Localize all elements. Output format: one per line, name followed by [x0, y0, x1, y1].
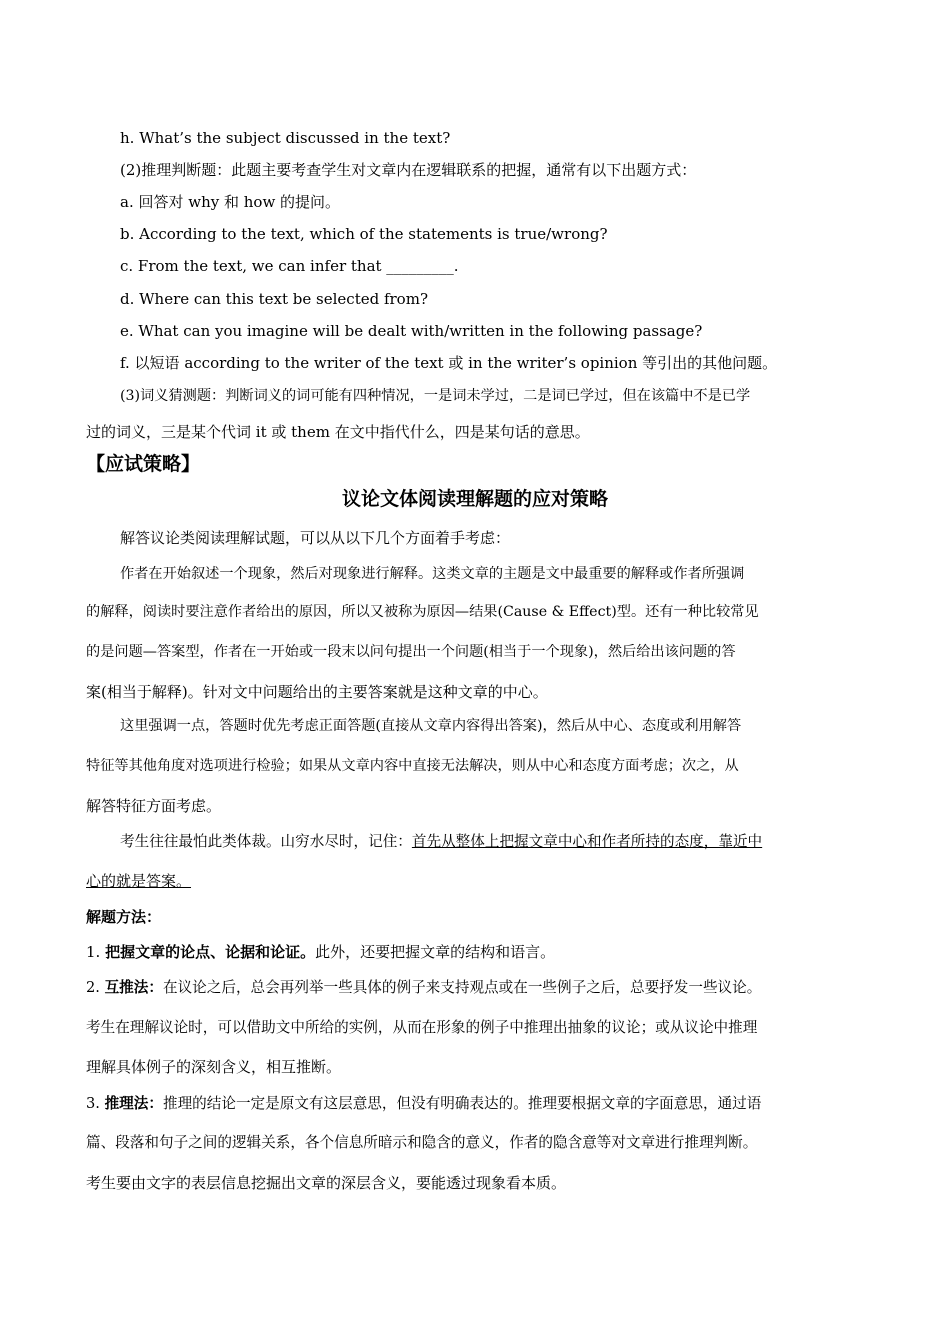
question-c: c. From the text, we can infer that _________. — [120, 257, 459, 275]
para1-line-4: 案(相当于解释)。针对文中问题给出的主要答案就是这种文章的中心。 — [86, 683, 548, 701]
question-e: e. What can you imagine will be dealt with/written in the following passage? — [120, 322, 703, 340]
para3-line-2 — [86, 871, 191, 891]
question-h: h. What’s the subject discussed in the text? — [120, 129, 451, 147]
intro-text: 解答议论类阅读理解试题，可以从以下几个方面着手考虑： — [120, 529, 511, 547]
method3-line-3: 考生要由文字的表层信息挖掘出文章的深层含义，要能透过现象看本质。 — [86, 1174, 567, 1192]
article-title: 议论文体阅读理解题的应对策略 — [341, 488, 608, 510]
para3-lead: 考生往往最怕此类体裁。山穷水尽时，记住： — [120, 833, 412, 850]
vocab-line-1: (3)词义猜测题：判断词义的词可能有四种情况，一是词未学过，二是词已学过，但在该篇中不是已学 — [120, 388, 751, 404]
para1-line-2: 的解释，阅读时要注意作者给出的原因，所以又被称为原因—结果(Cause & Effect)型。还有一种比较常见 — [86, 604, 759, 620]
para2-line-3: 解答特征方面考虑。 — [86, 797, 222, 815]
method1-number: 1. — [86, 943, 106, 961]
method2-bold: 互推法： — [104, 979, 163, 996]
question-a: a. 回答对 why 和 how 的提问。 — [120, 193, 341, 211]
method2-rest: 在议论之后，总会再列举一些具体的例子来支持观点或在一些例子之后，总要抒发一些议论。 — [162, 979, 762, 996]
method3-line-2: 篇、段落和句子之间的逻辑关系，各个信息所暗示和隐含的意义，作者的隐含意等对文章进行推理判断。 — [86, 1134, 758, 1151]
method2-line-3: 理解具体例子的深刻含义，相互推断。 — [86, 1058, 342, 1076]
question-f: f. 以短语 according to the writer of the text 或 in the writer’s opinion 等引出的其他问题。 — [120, 354, 778, 372]
para3-underlined-1: 首先从整体上把握文章中心和作者所持的态度，靠近中 — [411, 833, 763, 850]
para3-underlined-2: 心的就是答案。 — [86, 872, 192, 890]
method2-number: 2. — [86, 979, 105, 996]
method3-line-1 — [86, 1094, 761, 1114]
method1-rest: 此外，还要把握文章的结构和语言。 — [315, 943, 556, 961]
para1-line-3: 的是问题—答案型，作者在一开始或一段末以问句提出一个问题(相当于一个现象)，然后给出该问题的答 — [86, 644, 736, 660]
method1-bold: 把握文章的论点、论据和论证。 — [105, 943, 316, 961]
method1-line — [86, 942, 555, 962]
question-d: d. Where can this text be selected from? — [120, 290, 428, 308]
methods-heading: 解题方法： — [86, 908, 162, 926]
method2-line-1 — [86, 978, 761, 998]
method3-bold: 推理法： — [104, 1095, 163, 1112]
method3-number: 3. — [86, 1095, 105, 1112]
method2-line-2: 考生在理解议论时，可以借助文中所给的实例，从而在形象的例子中推理出抽象的议论；或从议论中推理 — [86, 1019, 758, 1036]
para2-line-1: 这里强调一点，答题时优先考虑正面答题(直接从文章内容得出答案)，然后从中心、态度或利用解答 — [120, 718, 742, 734]
inference-intro: (2)推理判断题：此题主要考查学生对文章内在逻辑联系的把握，通常有以下出题方式： — [120, 161, 697, 179]
vocab-line-2: 过的词义，三是某个代词 it 或 them 在文中指代什么，四是某句话的意思。 — [86, 423, 590, 441]
para3-line-1 — [120, 832, 762, 852]
section-heading: 【应试策略】 — [86, 453, 201, 475]
question-b: b. According to the text, which of the statements is true/wrong? — [120, 225, 608, 243]
para1-line-1: 作者在开始叙述一个现象，然后对现象进行解释。这类文章的主题是文中最重要的解释或作者所强调 — [120, 566, 745, 582]
method3-rest: 推理的结论一定是原文有这层意思，但没有明确表达的。推理要根据文章的字面意思，通过语 — [162, 1095, 762, 1112]
para2-line-2: 特征等其他角度对选项进行检验；如果从文章内容中直接无法解决，则从中心和态度方面考虑；次之，从 — [86, 758, 739, 774]
